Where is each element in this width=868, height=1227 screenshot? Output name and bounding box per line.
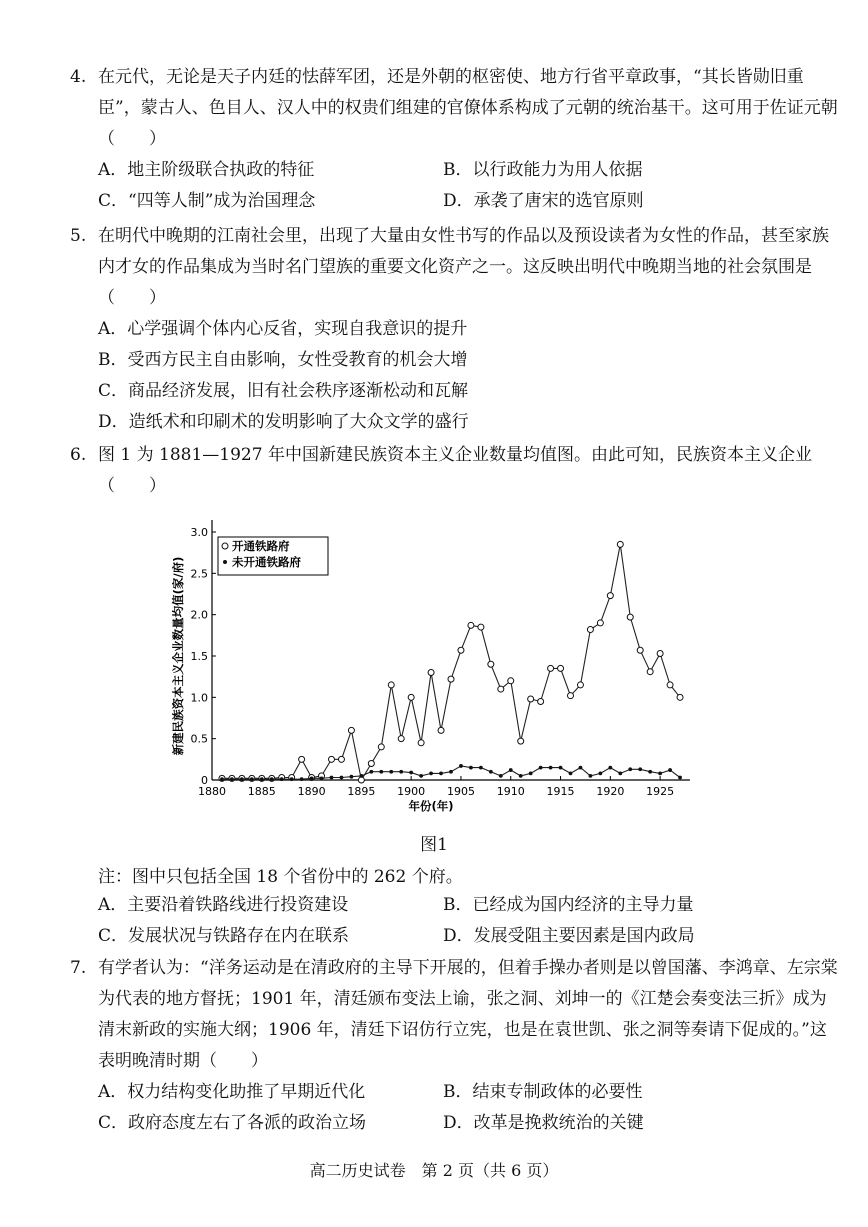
- data-point: [489, 770, 493, 774]
- data-point: [657, 651, 663, 657]
- legend-marker: [223, 560, 227, 564]
- data-point: [469, 766, 473, 770]
- option-a[interactable]: A．地主阶级联合执政的特征: [98, 160, 315, 180]
- option-c[interactable]: C．发展状况与铁路存在内在联系: [98, 926, 350, 946]
- x-tick-label: 1910: [496, 785, 525, 798]
- options: [98, 1077, 840, 1139]
- data-point: [290, 777, 294, 781]
- data-point: [260, 777, 264, 781]
- x-tick-label: 1890: [297, 785, 326, 798]
- data-point: [558, 665, 564, 671]
- x-tick-label: 1905: [446, 785, 475, 798]
- question-number: 7.: [70, 958, 87, 978]
- question-6-options: [70, 890, 840, 952]
- option-b[interactable]: B．已经成为国内经济的主导力量: [443, 895, 694, 915]
- data-point: [329, 756, 335, 762]
- data-point: [589, 774, 593, 778]
- option-b[interactable]: B．以行政能力为用人依据: [443, 160, 643, 180]
- data-point: [350, 775, 354, 779]
- data-point: [498, 686, 504, 692]
- data-point: [449, 770, 453, 774]
- data-point: [418, 740, 424, 746]
- question-4: [70, 62, 840, 217]
- series-line-1: [222, 544, 680, 780]
- y-tick-label: 2.0: [190, 608, 208, 622]
- data-point: [637, 647, 643, 653]
- figure-note: 注：图中只包括全国 18 个省份中的 262 个府。: [98, 867, 463, 887]
- data-point: [618, 771, 622, 775]
- data-point: [429, 771, 433, 775]
- option-a[interactable]: A．主要沿着铁路线进行投资建设: [98, 895, 349, 915]
- data-point: [330, 776, 334, 780]
- y-tick-label: 0.5: [190, 732, 208, 746]
- y-tick-label: 2.5: [190, 567, 208, 581]
- question-number: 4.: [70, 67, 87, 87]
- data-point: [230, 777, 234, 781]
- options: [98, 890, 840, 952]
- data-point: [299, 756, 305, 762]
- x-tick-label: 1880: [198, 785, 226, 798]
- question-6: [70, 440, 840, 502]
- data-point: [459, 764, 463, 768]
- option-c[interactable]: C．商品经济发展，旧有社会秩序逐渐松动和瓦解: [98, 381, 469, 401]
- option-a[interactable]: A．心学强调个体内心反省，实现自我意识的提升: [98, 319, 468, 339]
- data-point: [608, 766, 612, 770]
- data-point: [478, 624, 484, 630]
- x-tick-label: 1895: [347, 785, 376, 798]
- option-b[interactable]: B．结束专制政体的必要性: [443, 1082, 643, 1102]
- data-point: [648, 770, 652, 774]
- y-tick-label: 1.5: [190, 650, 208, 663]
- option-d[interactable]: D．造纸术和印刷术的发明影响了大众文学的盛行: [98, 412, 469, 432]
- option-b[interactable]: B．受西方民主自由影响，女性受教育的机会大增: [98, 350, 468, 370]
- data-point: [677, 694, 683, 700]
- x-tick-label: 1900: [397, 785, 426, 798]
- data-point: [548, 665, 554, 671]
- data-point: [658, 771, 662, 775]
- data-point: [468, 622, 474, 628]
- data-point: [509, 768, 513, 772]
- data-point: [539, 766, 543, 770]
- option-a[interactable]: A．权力结构变化助推了早期近代化: [98, 1082, 366, 1102]
- data-point: [368, 760, 374, 766]
- y-tick-label: 3.0: [190, 526, 208, 539]
- data-point: [320, 776, 324, 780]
- page-footer: 高二历史试卷 第 2 页（共 6 页）: [309, 1161, 559, 1180]
- x-tick-label: 1920: [596, 785, 625, 798]
- question-number: 5.: [70, 226, 87, 246]
- data-point: [458, 647, 464, 653]
- data-point: [647, 669, 653, 675]
- data-point: [479, 766, 483, 770]
- question-7: [70, 953, 840, 1139]
- data-point: [398, 736, 404, 742]
- data-point: [607, 593, 613, 599]
- data-point: [428, 670, 434, 676]
- y-tick-label: 0: [201, 774, 208, 787]
- data-point: [408, 694, 414, 700]
- option-d[interactable]: D．承袭了唐宋的选官原则: [443, 191, 644, 211]
- data-point: [667, 682, 673, 688]
- data-point: [519, 774, 523, 778]
- data-point: [559, 766, 563, 770]
- data-point: [409, 771, 413, 775]
- data-point: [419, 774, 423, 778]
- data-point: [499, 774, 503, 778]
- data-point: [270, 777, 274, 781]
- question-number: 6.: [70, 445, 87, 465]
- data-point: [220, 777, 224, 781]
- data-point: [598, 771, 602, 775]
- data-point: [627, 614, 633, 620]
- figure-caption: 图1: [420, 835, 448, 855]
- data-point: [338, 756, 344, 762]
- x-tick-label: 1885: [247, 785, 276, 798]
- data-point: [529, 771, 533, 775]
- data-point: [569, 771, 573, 775]
- data-point: [379, 770, 383, 774]
- data-point: [438, 727, 444, 733]
- data-point: [388, 682, 394, 688]
- option-d[interactable]: D．发展受阻主要因素是国内政局: [443, 926, 695, 946]
- data-point: [240, 777, 244, 781]
- data-point: [549, 766, 553, 770]
- data-point: [300, 777, 304, 781]
- x-tick-label: 1925: [646, 785, 675, 798]
- data-point: [348, 727, 354, 733]
- data-point: [579, 766, 583, 770]
- data-point: [638, 767, 642, 771]
- data-point: [628, 767, 632, 771]
- data-point: [359, 774, 363, 778]
- data-point: [597, 620, 603, 626]
- options: [98, 314, 840, 438]
- data-point: [389, 770, 393, 774]
- data-point: [678, 776, 682, 780]
- data-point: [668, 768, 672, 772]
- data-point: [538, 698, 544, 704]
- data-point: [250, 777, 254, 781]
- data-point: [518, 738, 524, 744]
- data-point: [508, 678, 514, 684]
- data-point: [577, 682, 583, 688]
- question-stem: 图 1 为 1881—1927 年中国新建民族资本主义企业数量均值图。由此可知，民族资本主义企业（ ）: [98, 445, 812, 496]
- question-stem: 在明代中晚期的江南社会里，出现了大量由女性书写的作品以及预设读者为女性的作品，甚至家族内才女的作品集成为当时名门望族的重要文化资产之一。这反映出明代中晚期当地的社会氛围是（ ）: [98, 226, 829, 308]
- legend-label: 开通铁路府: [232, 539, 290, 553]
- question-stem: 有学者认为：“洋务运动是在清政府的主导下开展的，但着手操办者则是以曾国藩、李鸿章、左宗棠为代表的地方督抚；1901 年，清廷颁布变法上谕，张之洞、刘坤一的《江楚会奏变法三折》成为清末新政的实施大纲；1906 年，清廷下诏仿行立宪，也是在袁世凯、张之洞等奏请下促成的。”这表明晚清时期（ ）: [98, 958, 838, 1071]
- data-point: [439, 771, 443, 775]
- data-point: [378, 744, 384, 750]
- data-point: [568, 693, 574, 699]
- data-point: [528, 696, 534, 702]
- option-d[interactable]: D．改革是挽救统治的关键: [443, 1113, 644, 1133]
- legend-marker: [222, 543, 228, 549]
- legend-label: 未开通铁路府: [232, 555, 301, 569]
- x-axis-label: 年份(年): [408, 799, 454, 813]
- data-point: [488, 661, 494, 667]
- data-point: [399, 770, 403, 774]
- data-point: [369, 770, 373, 774]
- data-point: [310, 776, 314, 780]
- data-point: [280, 777, 284, 781]
- data-point: [617, 541, 623, 547]
- data-point: [340, 776, 344, 780]
- question-stem: 在元代，无论是天子内廷的怯薛军团，还是外朝的枢密使、地方行省平章政事，“其长皆勋旧重臣”，蒙古人、色目人、汉人中的权贵们组建的官僚体系构成了元朝的统治基干。这可用于佐证元朝（ ）: [98, 67, 838, 149]
- option-c[interactable]: C．政府态度左右了各派的政治立场: [98, 1113, 367, 1133]
- enterprise-count-chart: [171, 510, 710, 825]
- y-axis-label: 新建民族资本主义企业数量均值(家/府): [171, 556, 185, 756]
- option-c[interactable]: C．“四等人制”成为治国理念: [98, 191, 316, 211]
- x-tick-label: 1915: [546, 785, 575, 798]
- data-point: [448, 676, 454, 682]
- question-5: [70, 221, 840, 438]
- options: [98, 155, 840, 217]
- y-tick-label: 1.0: [190, 691, 208, 705]
- data-point: [358, 777, 364, 783]
- data-point: [587, 627, 593, 633]
